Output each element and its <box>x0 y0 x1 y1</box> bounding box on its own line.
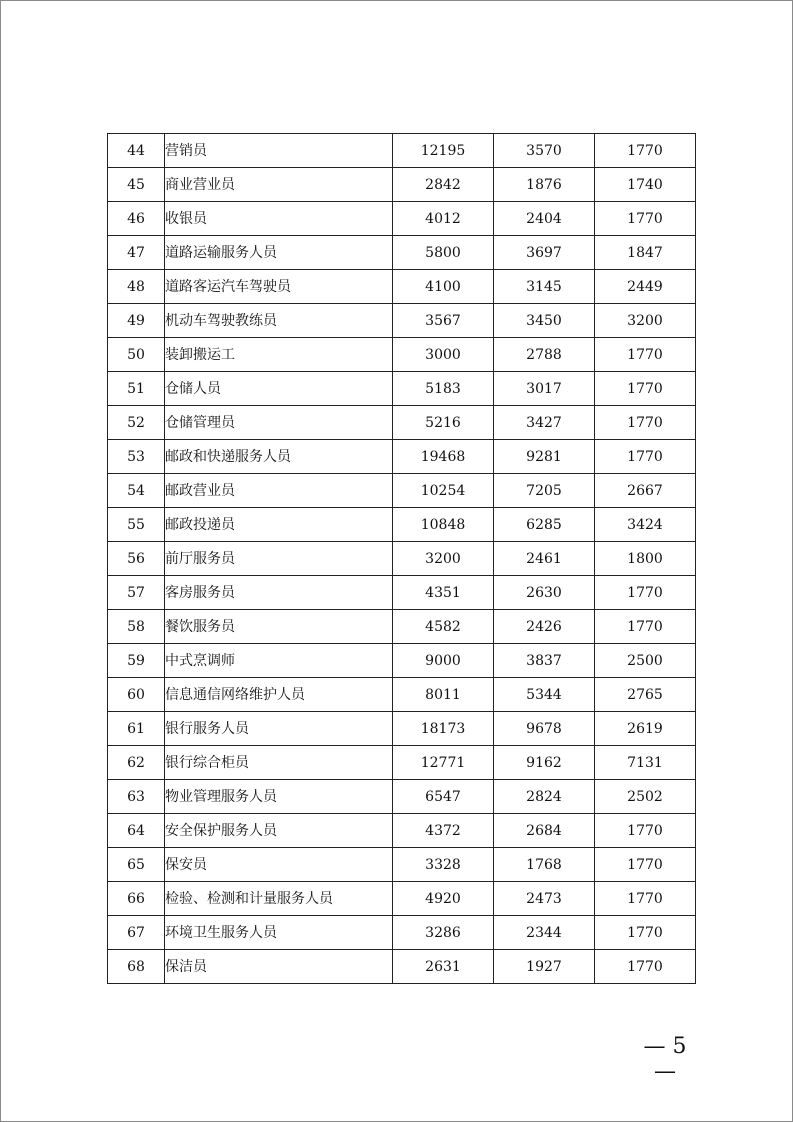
wage-high-cell: 10254 <box>393 474 494 508</box>
table-row <box>108 848 696 882</box>
row-number-cell: 51 <box>108 372 165 406</box>
wage-mid-cell: 1876 <box>494 168 595 202</box>
wage-high-cell: 12195 <box>393 134 494 168</box>
row-number-cell: 63 <box>108 780 165 814</box>
occupation-name-cell: 保安员 <box>165 848 393 882</box>
wage-low-cell: 2619 <box>595 712 696 746</box>
wage-low-cell: 1770 <box>595 882 696 916</box>
wage-mid-cell: 3697 <box>494 236 595 270</box>
occupation-name-cell: 前厅服务员 <box>165 542 393 576</box>
occupation-name-cell: 仓储管理员 <box>165 406 393 440</box>
wage-mid-cell: 2461 <box>494 542 595 576</box>
wage-low-cell: 1770 <box>595 202 696 236</box>
occupation-name-cell: 环境卫生服务人员 <box>165 916 393 950</box>
occupation-name-cell: 机动车驾驶教练员 <box>165 304 393 338</box>
row-number-cell: 47 <box>108 236 165 270</box>
wage-table <box>107 133 696 984</box>
occupation-name-cell: 客房服务员 <box>165 576 393 610</box>
wage-low-cell: 1770 <box>595 814 696 848</box>
wage-high-cell: 3200 <box>393 542 494 576</box>
wage-mid-cell: 3145 <box>494 270 595 304</box>
wage-low-cell: 3200 <box>595 304 696 338</box>
wage-high-cell: 4351 <box>393 576 494 610</box>
wage-low-cell: 1770 <box>595 338 696 372</box>
wage-low-cell: 1770 <box>595 576 696 610</box>
table-row <box>108 304 696 338</box>
row-number-cell: 61 <box>108 712 165 746</box>
wage-low-cell: 1770 <box>595 134 696 168</box>
table-body <box>108 134 696 984</box>
row-number-cell: 59 <box>108 644 165 678</box>
occupation-name-cell: 中式烹调师 <box>165 644 393 678</box>
occupation-name-cell: 安全保护服务人员 <box>165 814 393 848</box>
wage-high-cell: 12771 <box>393 746 494 780</box>
row-number-cell: 66 <box>108 882 165 916</box>
occupation-name-cell: 仓储人员 <box>165 372 393 406</box>
wage-high-cell: 2842 <box>393 168 494 202</box>
page-number: — 5 — <box>643 1034 687 1084</box>
wage-mid-cell: 1927 <box>494 950 595 984</box>
wage-high-cell: 19468 <box>393 440 494 474</box>
row-number-cell: 55 <box>108 508 165 542</box>
wage-mid-cell: 2404 <box>494 202 595 236</box>
occupation-name-cell: 道路运输服务人员 <box>165 236 393 270</box>
wage-mid-cell: 9678 <box>494 712 595 746</box>
wage-high-cell: 3567 <box>393 304 494 338</box>
wage-high-cell: 8011 <box>393 678 494 712</box>
table-row <box>108 780 696 814</box>
wage-mid-cell: 2684 <box>494 814 595 848</box>
table-row <box>108 712 696 746</box>
table-row <box>108 168 696 202</box>
row-number-cell: 62 <box>108 746 165 780</box>
table-row <box>108 474 696 508</box>
table-row <box>108 236 696 270</box>
wage-low-cell: 1770 <box>595 406 696 440</box>
wage-mid-cell: 5344 <box>494 678 595 712</box>
wage-mid-cell: 1768 <box>494 848 595 882</box>
table-row <box>108 678 696 712</box>
wage-mid-cell: 3450 <box>494 304 595 338</box>
wage-low-cell: 1770 <box>595 916 696 950</box>
occupation-name-cell: 装卸搬运工 <box>165 338 393 372</box>
table-row <box>108 814 696 848</box>
table-row <box>108 916 696 950</box>
wage-low-cell: 2449 <box>595 270 696 304</box>
row-number-cell: 58 <box>108 610 165 644</box>
table-row <box>108 202 696 236</box>
wage-low-cell: 3424 <box>595 508 696 542</box>
wage-low-cell: 1740 <box>595 168 696 202</box>
row-number-cell: 56 <box>108 542 165 576</box>
row-number-cell: 45 <box>108 168 165 202</box>
wage-low-cell: 1800 <box>595 542 696 576</box>
wage-mid-cell: 2426 <box>494 610 595 644</box>
table-row <box>108 746 696 780</box>
row-number-cell: 49 <box>108 304 165 338</box>
wage-low-cell: 1770 <box>595 372 696 406</box>
wage-high-cell: 5800 <box>393 236 494 270</box>
occupation-name-cell: 道路客运汽车驾驶员 <box>165 270 393 304</box>
occupation-name-cell: 检验、检测和计量服务人员 <box>165 882 393 916</box>
wage-low-cell: 7131 <box>595 746 696 780</box>
wage-high-cell: 4582 <box>393 610 494 644</box>
table-row <box>108 508 696 542</box>
table-row <box>108 372 696 406</box>
wage-mid-cell: 2788 <box>494 338 595 372</box>
occupation-name-cell: 银行服务人员 <box>165 712 393 746</box>
row-number-cell: 65 <box>108 848 165 882</box>
wage-mid-cell: 9281 <box>494 440 595 474</box>
wage-mid-cell: 3017 <box>494 372 595 406</box>
row-number-cell: 54 <box>108 474 165 508</box>
occupation-name-cell: 保洁员 <box>165 950 393 984</box>
table-row <box>108 644 696 678</box>
occupation-name-cell: 银行综合柜员 <box>165 746 393 780</box>
row-number-cell: 46 <box>108 202 165 236</box>
wage-mid-cell: 2344 <box>494 916 595 950</box>
wage-mid-cell: 3837 <box>494 644 595 678</box>
wage-high-cell: 4920 <box>393 882 494 916</box>
occupation-name-cell: 信息通信网络维护人员 <box>165 678 393 712</box>
wage-high-cell: 2631 <box>393 950 494 984</box>
wage-high-cell: 3286 <box>393 916 494 950</box>
wage-low-cell: 1770 <box>595 848 696 882</box>
wage-low-cell: 1770 <box>595 950 696 984</box>
table-row <box>108 134 696 168</box>
wage-high-cell: 5216 <box>393 406 494 440</box>
row-number-cell: 52 <box>108 406 165 440</box>
wage-high-cell: 3000 <box>393 338 494 372</box>
row-number-cell: 53 <box>108 440 165 474</box>
table-row <box>108 406 696 440</box>
row-number-cell: 48 <box>108 270 165 304</box>
wage-mid-cell: 9162 <box>494 746 595 780</box>
table-row <box>108 610 696 644</box>
wage-mid-cell: 2630 <box>494 576 595 610</box>
wage-low-cell: 1770 <box>595 440 696 474</box>
wage-high-cell: 4012 <box>393 202 494 236</box>
wage-high-cell: 4100 <box>393 270 494 304</box>
row-number-cell: 60 <box>108 678 165 712</box>
wage-high-cell: 10848 <box>393 508 494 542</box>
occupation-name-cell: 商业营业员 <box>165 168 393 202</box>
wage-high-cell: 6547 <box>393 780 494 814</box>
wage-mid-cell: 6285 <box>494 508 595 542</box>
occupation-name-cell: 物业管理服务人员 <box>165 780 393 814</box>
table-row <box>108 440 696 474</box>
row-number-cell: 44 <box>108 134 165 168</box>
wage-low-cell: 2502 <box>595 780 696 814</box>
row-number-cell: 68 <box>108 950 165 984</box>
wage-mid-cell: 2824 <box>494 780 595 814</box>
occupation-name-cell: 邮政和快递服务人员 <box>165 440 393 474</box>
occupation-name-cell: 邮政营业员 <box>165 474 393 508</box>
wage-high-cell: 4372 <box>393 814 494 848</box>
wage-mid-cell: 2473 <box>494 882 595 916</box>
wage-high-cell: 5183 <box>393 372 494 406</box>
table-row <box>108 950 696 984</box>
table-row <box>108 270 696 304</box>
row-number-cell: 67 <box>108 916 165 950</box>
wage-high-cell: 9000 <box>393 644 494 678</box>
wage-low-cell: 2765 <box>595 678 696 712</box>
row-number-cell: 57 <box>108 576 165 610</box>
occupation-name-cell: 营销员 <box>165 134 393 168</box>
row-number-cell: 50 <box>108 338 165 372</box>
row-number-cell: 64 <box>108 814 165 848</box>
wage-high-cell: 18173 <box>393 712 494 746</box>
table-row <box>108 576 696 610</box>
wage-low-cell: 2667 <box>595 474 696 508</box>
wage-low-cell: 1770 <box>595 610 696 644</box>
wage-low-cell: 2500 <box>595 644 696 678</box>
table-row <box>108 338 696 372</box>
table-row <box>108 882 696 916</box>
wage-high-cell: 3328 <box>393 848 494 882</box>
table-row <box>108 542 696 576</box>
wage-mid-cell: 3570 <box>494 134 595 168</box>
wage-mid-cell: 7205 <box>494 474 595 508</box>
occupation-name-cell: 餐饮服务员 <box>165 610 393 644</box>
occupation-name-cell: 邮政投递员 <box>165 508 393 542</box>
wage-mid-cell: 3427 <box>494 406 595 440</box>
wage-low-cell: 1847 <box>595 236 696 270</box>
occupation-name-cell: 收银员 <box>165 202 393 236</box>
